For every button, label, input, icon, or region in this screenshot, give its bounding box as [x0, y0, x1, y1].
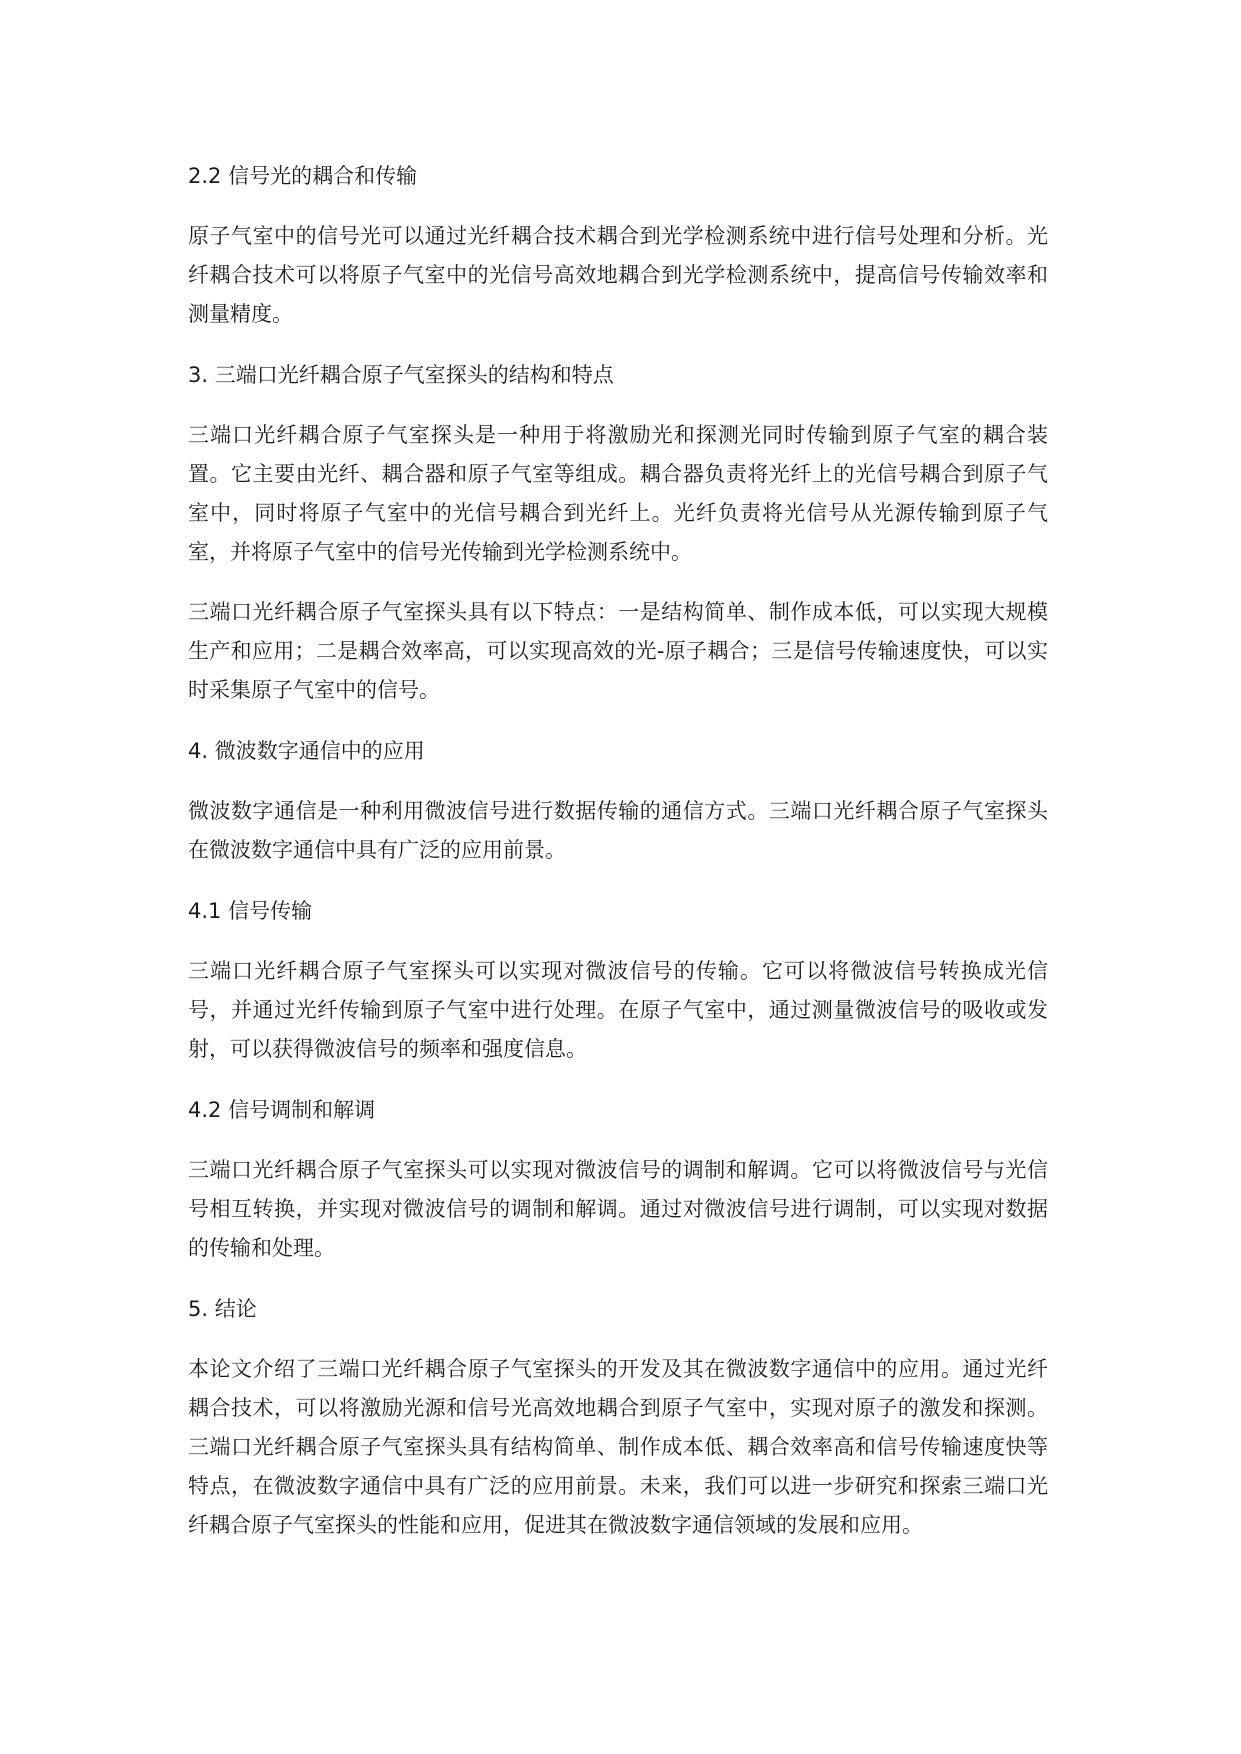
- paragraph: 三端口光纤耦合原子气室探头具有以下特点：一是结构简单、制作成本低，可以实现大规模生产和应用；二是耦合效率高，可以实现高效的光-原子耦合；三是信号传输速度快，可以实时采集原子气室中的信号。: [188, 600, 1048, 702]
- section-heading: 2.2 信号光的耦合和传输: [188, 164, 418, 188]
- section-heading: 4. 微波数字通信中的应用: [188, 739, 425, 763]
- paragraph: 三端口光纤耦合原子气室探头可以实现对微波信号的传输。它可以将微波信号转换成光信号，并通过光纤传输到原子气室中进行处理。在原子气室中，通过测量微波信号的吸收或发射，可以获得微波信号的频率和强度信息。: [188, 959, 1048, 1061]
- document-body: [188, 156, 1048, 1566]
- paragraph: 三端口光纤耦合原子气室探头可以实现对微波信号的调制和解调。它可以将微波信号与光信号相互转换，并实现对微波信号的调制和解调。通过对微波信号进行调制，可以实现对数据的传输和处理。: [188, 1158, 1048, 1260]
- section-heading: 5. 结论: [188, 1297, 257, 1321]
- paragraph: 本论文介绍了三端口光纤耦合原子气室探头的开发及其在微波数字通信中的应用。通过光纤耦合技术，可以将激励光源和信号光高效地耦合到原子气室中，实现对原子的激发和探测。三端口光纤耦合原子气室探头具有结构简单、制作成本低、耦合效率高和信号传输速度快等特点，在微波数字通信中具有广泛的应用前景。未来，我们可以进一步研究和探索三端口光纤耦合原子气室探头的性能和应用，促进其在微波数字通信领域的发展和应用。: [188, 1357, 1048, 1537]
- section-heading: 3. 三端口光纤耦合原子气室探头的结构和特点: [188, 363, 614, 387]
- section-heading: 4.2 信号调制和解调: [188, 1098, 376, 1122]
- paragraph: 原子气室中的信号光可以通过光纤耦合技术耦合到光学检测系统中进行信号处理和分析。光纤耦合技术可以将原子气室中的光信号高效地耦合到光学检测系统中，提高信号传输效率和测量精度。: [188, 224, 1048, 326]
- paragraph: 三端口光纤耦合原子气室探头是一种用于将激励光和探测光同时传输到原子气室的耦合装置。它主要由光纤、耦合器和原子气室等组成。耦合器负责将光纤上的光信号耦合到原子气室中，同时将原子气室中的光信号耦合到光纤上。光纤负责将光信号从光源传输到原子气室，并将原子气室中的信号光传输到光学检测系统中。: [188, 423, 1048, 564]
- paragraph: 微波数字通信是一种利用微波信号进行数据传输的通信方式。三端口光纤耦合原子气室探头在微波数字通信中具有广泛的应用前景。: [188, 799, 1048, 862]
- section-heading: 4.1 信号传输: [188, 899, 313, 923]
